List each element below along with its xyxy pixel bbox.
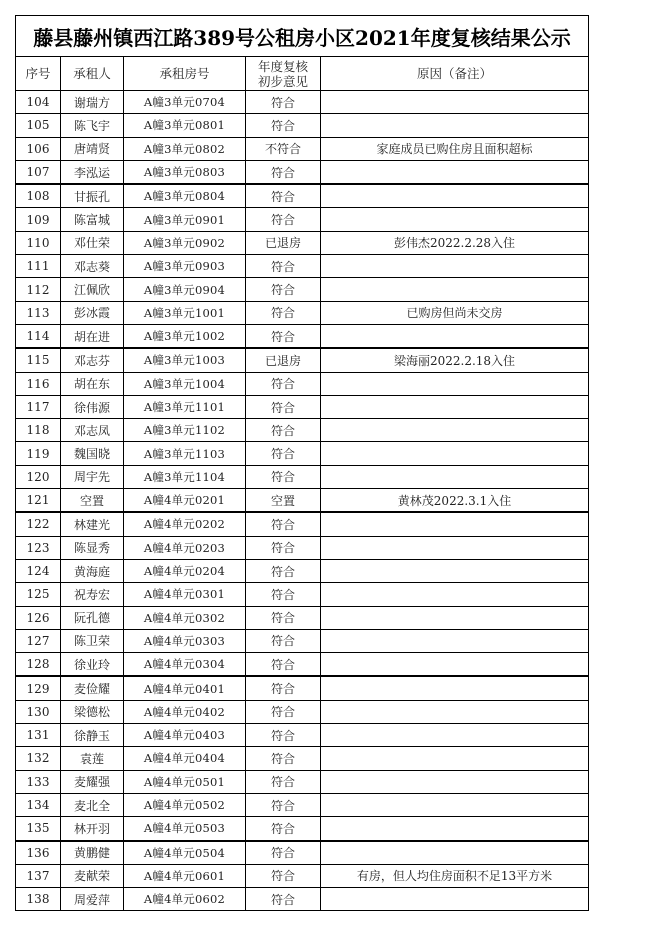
tenant-cell: 谢瑞方: [61, 91, 124, 114]
tenant-cell: 祝寿宏: [61, 583, 124, 606]
reason-cell: 家庭成员已购住房且面积超标: [321, 137, 589, 160]
room-cell: A幢3单元1103: [124, 442, 246, 465]
table-row: [16, 841, 589, 865]
opinion-cell: 符合: [246, 864, 321, 887]
seq-cell: 118: [16, 419, 61, 442]
reason-cell: [321, 700, 589, 723]
table-row: [16, 231, 589, 254]
room-cell: A幢3单元0903: [124, 255, 246, 278]
reason-cell: [321, 372, 589, 395]
opinion-cell: 符合: [246, 208, 321, 231]
header-tenant: 承租人: [61, 57, 124, 91]
room-cell: A幢4单元0203: [124, 536, 246, 559]
room-cell: A幢4单元0602: [124, 888, 246, 911]
table-row: [16, 770, 589, 793]
room-cell: A幢3单元1101: [124, 395, 246, 418]
seq-cell: 120: [16, 465, 61, 488]
room-cell: A幢4单元0204: [124, 559, 246, 582]
reason-cell: [321, 817, 589, 841]
table-row: [16, 793, 589, 816]
reason-cell: [321, 653, 589, 677]
room-cell: A幢4单元0302: [124, 606, 246, 629]
tenant-cell: 黄鹏健: [61, 841, 124, 865]
opinion-cell: 符合: [246, 184, 321, 208]
room-cell: A幢3单元1104: [124, 465, 246, 488]
seq-cell: 129: [16, 676, 61, 700]
table-row: [16, 653, 589, 677]
opinion-cell: 符合: [246, 700, 321, 723]
table-row: [16, 395, 589, 418]
opinion-cell: 符合: [246, 747, 321, 770]
reason-cell: [321, 465, 589, 488]
header-opinion: [246, 57, 321, 91]
tenant-cell: 魏国晓: [61, 442, 124, 465]
opinion-cell: 符合: [246, 793, 321, 816]
seq-cell: 137: [16, 864, 61, 887]
table-row: [16, 160, 589, 184]
opinion-cell: 符合: [246, 512, 321, 536]
reason-cell: [321, 395, 589, 418]
opinion-cell: 符合: [246, 278, 321, 301]
seq-cell: 138: [16, 888, 61, 911]
reason-cell: [321, 208, 589, 231]
reason-cell: [321, 324, 589, 348]
room-cell: A幢4单元0403: [124, 724, 246, 747]
opinion-cell: 符合: [246, 372, 321, 395]
seq-cell: 110: [16, 231, 61, 254]
table-row: [16, 747, 589, 770]
reason-cell: [321, 606, 589, 629]
table-row: [16, 465, 589, 488]
room-cell: A幢3单元1002: [124, 324, 246, 348]
reason-cell: [321, 91, 589, 114]
tenant-cell: 邓仕荣: [61, 231, 124, 254]
tenant-cell: 梁德松: [61, 700, 124, 723]
room-cell: A幢3单元1003: [124, 348, 246, 372]
tenant-cell: 邓志芬: [61, 348, 124, 372]
tenant-cell: 胡在进: [61, 324, 124, 348]
reason-cell: 有房，但人均住房面积不足13平方米: [321, 864, 589, 887]
tenant-cell: 陈卫荣: [61, 629, 124, 652]
tenant-cell: 徐静玉: [61, 724, 124, 747]
opinion-cell: 已退房: [246, 348, 321, 372]
room-cell: A幢4单元0301: [124, 583, 246, 606]
opinion-cell: 符合: [246, 770, 321, 793]
reason-cell: [321, 724, 589, 747]
review-results-table: [15, 15, 589, 911]
seq-cell: 114: [16, 324, 61, 348]
room-cell: A幢4单元0601: [124, 864, 246, 887]
opinion-cell: 符合: [246, 255, 321, 278]
seq-cell: 127: [16, 629, 61, 652]
room-cell: A幢4单元0401: [124, 676, 246, 700]
room-cell: A幢3单元0704: [124, 91, 246, 114]
seq-cell: 117: [16, 395, 61, 418]
table-row: [16, 583, 589, 606]
tenant-cell: 胡在东: [61, 372, 124, 395]
room-cell: A幢4单元0303: [124, 629, 246, 652]
seq-cell: 115: [16, 348, 61, 372]
opinion-cell: 符合: [246, 442, 321, 465]
tenant-cell: 黄海庭: [61, 559, 124, 582]
table-row: [16, 208, 589, 231]
seq-cell: 109: [16, 208, 61, 231]
table-row: [16, 348, 589, 372]
opinion-cell: 符合: [246, 160, 321, 184]
header-reason: 原因（备注）: [321, 57, 589, 91]
reason-cell: [321, 793, 589, 816]
seq-cell: 104: [16, 91, 61, 114]
seq-cell: 106: [16, 137, 61, 160]
title-row: [16, 16, 589, 57]
tenant-cell: 麦献荣: [61, 864, 124, 887]
table-row: [16, 629, 589, 652]
header-opinion-line1: 年度复核: [257, 58, 308, 74]
reason-cell: [321, 184, 589, 208]
tenant-cell: 徐伟源: [61, 395, 124, 418]
reason-cell: [321, 114, 589, 137]
opinion-cell: 符合: [246, 324, 321, 348]
seq-cell: 128: [16, 653, 61, 677]
table-row: [16, 700, 589, 723]
opinion-cell: 符合: [246, 559, 321, 582]
seq-cell: 107: [16, 160, 61, 184]
tenant-cell: 林建光: [61, 512, 124, 536]
opinion-cell: 符合: [246, 114, 321, 137]
room-cell: A幢4单元0504: [124, 841, 246, 865]
seq-cell: 119: [16, 442, 61, 465]
table-row: [16, 512, 589, 536]
table-row: [16, 278, 589, 301]
seq-cell: 116: [16, 372, 61, 395]
opinion-cell: 符合: [246, 583, 321, 606]
tenant-cell: 唐靖贤: [61, 137, 124, 160]
tenant-cell: 彭冰霞: [61, 301, 124, 324]
room-cell: A幢3单元0801: [124, 114, 246, 137]
opinion-cell: 符合: [246, 465, 321, 488]
opinion-cell: 符合: [246, 395, 321, 418]
reason-cell: 已购房但尚未交房: [321, 301, 589, 324]
opinion-cell: 符合: [246, 653, 321, 677]
room-cell: A幢4单元0402: [124, 700, 246, 723]
table-row: [16, 301, 589, 324]
room-cell: A幢4单元0404: [124, 747, 246, 770]
tenant-cell: 陈富城: [61, 208, 124, 231]
room-cell: A幢3单元1004: [124, 372, 246, 395]
tenant-cell: 空置: [61, 489, 124, 513]
seq-cell: 135: [16, 817, 61, 841]
room-cell: A幢3单元0804: [124, 184, 246, 208]
tenant-cell: 江佩欣: [61, 278, 124, 301]
room-cell: A幢4单元0501: [124, 770, 246, 793]
opinion-cell: 已退房: [246, 231, 321, 254]
table-row: [16, 91, 589, 114]
reason-cell: [321, 583, 589, 606]
tenant-cell: 邓志葵: [61, 255, 124, 278]
tenant-cell: 邓志凤: [61, 419, 124, 442]
header-seq: 序号: [16, 57, 61, 91]
page-title: 藤县藤州镇西江路389号公租房小区2021年度复核结果公示: [16, 16, 589, 57]
seq-cell: 130: [16, 700, 61, 723]
tenant-cell: 周宇先: [61, 465, 124, 488]
opinion-cell: 符合: [246, 888, 321, 911]
reason-cell: 彭伟杰2022.2.28入住: [321, 231, 589, 254]
seq-cell: 136: [16, 841, 61, 865]
table-row: [16, 888, 589, 911]
table-row: [16, 724, 589, 747]
reason-cell: [321, 160, 589, 184]
room-cell: A幢3单元0901: [124, 208, 246, 231]
opinion-cell: 符合: [246, 419, 321, 442]
seq-cell: 113: [16, 301, 61, 324]
tenant-cell: 林开羽: [61, 817, 124, 841]
room-cell: A幢3单元0902: [124, 231, 246, 254]
reason-cell: 黄林茂2022.3.1入住: [321, 489, 589, 513]
seq-cell: 105: [16, 114, 61, 137]
table-row: [16, 606, 589, 629]
reason-cell: [321, 559, 589, 582]
reason-cell: [321, 442, 589, 465]
seq-cell: 125: [16, 583, 61, 606]
room-cell: A幢3单元0904: [124, 278, 246, 301]
tenant-cell: 袁莲: [61, 747, 124, 770]
seq-cell: 108: [16, 184, 61, 208]
opinion-cell: 符合: [246, 536, 321, 559]
table-row: [16, 489, 589, 513]
room-cell: A幢4单元0304: [124, 653, 246, 677]
room-cell: A幢4单元0502: [124, 793, 246, 816]
tenant-cell: 徐业玲: [61, 653, 124, 677]
table-row: [16, 559, 589, 582]
reason-cell: [321, 255, 589, 278]
table-row: [16, 676, 589, 700]
reason-cell: [321, 841, 589, 865]
seq-cell: 123: [16, 536, 61, 559]
room-cell: A幢4单元0202: [124, 512, 246, 536]
table-row: [16, 864, 589, 887]
opinion-cell: 符合: [246, 606, 321, 629]
reason-cell: [321, 629, 589, 652]
opinion-cell: 符合: [246, 301, 321, 324]
seq-cell: 111: [16, 255, 61, 278]
opinion-cell: 符合: [246, 817, 321, 841]
reason-cell: [321, 419, 589, 442]
room-cell: A幢3单元1102: [124, 419, 246, 442]
seq-cell: 124: [16, 559, 61, 582]
reason-cell: 梁海丽2022.2.18入住: [321, 348, 589, 372]
table-row: [16, 184, 589, 208]
seq-cell: 131: [16, 724, 61, 747]
reason-cell: [321, 676, 589, 700]
tenant-cell: 甘振孔: [61, 184, 124, 208]
table-body: [16, 91, 589, 911]
reason-cell: [321, 512, 589, 536]
tenant-cell: 李泓运: [61, 160, 124, 184]
tenant-cell: 周爱萍: [61, 888, 124, 911]
room-cell: A幢4单元0201: [124, 489, 246, 513]
opinion-cell: 符合: [246, 629, 321, 652]
reason-cell: [321, 747, 589, 770]
room-cell: A幢3单元0802: [124, 137, 246, 160]
seq-cell: 122: [16, 512, 61, 536]
table-row: [16, 536, 589, 559]
opinion-cell: 符合: [246, 91, 321, 114]
tenant-cell: 麦北全: [61, 793, 124, 816]
room-cell: A幢3单元0803: [124, 160, 246, 184]
seq-cell: 132: [16, 747, 61, 770]
tenant-cell: 陈显秀: [61, 536, 124, 559]
table-row: [16, 419, 589, 442]
tenant-cell: 阮孔德: [61, 606, 124, 629]
tenant-cell: 麦俭耀: [61, 676, 124, 700]
header-row: [16, 57, 589, 91]
table-row: [16, 324, 589, 348]
opinion-cell: 不符合: [246, 137, 321, 160]
header-room: 承租房号: [124, 57, 246, 91]
tenant-cell: 陈飞宇: [61, 114, 124, 137]
table-row: [16, 137, 589, 160]
reason-cell: [321, 888, 589, 911]
seq-cell: 133: [16, 770, 61, 793]
seq-cell: 134: [16, 793, 61, 816]
table-row: [16, 372, 589, 395]
seq-cell: 121: [16, 489, 61, 513]
table-row: [16, 114, 589, 137]
opinion-cell: 符合: [246, 676, 321, 700]
tenant-cell: 麦耀强: [61, 770, 124, 793]
table-row: [16, 255, 589, 278]
reason-cell: [321, 278, 589, 301]
header-opinion-line2: 初步意见: [257, 73, 308, 89]
opinion-cell: 符合: [246, 841, 321, 865]
table-row: [16, 817, 589, 841]
reason-cell: [321, 536, 589, 559]
table-row: [16, 442, 589, 465]
seq-cell: 126: [16, 606, 61, 629]
reason-cell: [321, 770, 589, 793]
room-cell: A幢3单元1001: [124, 301, 246, 324]
seq-cell: 112: [16, 278, 61, 301]
room-cell: A幢4单元0503: [124, 817, 246, 841]
opinion-cell: 空置: [246, 489, 321, 513]
opinion-cell: 符合: [246, 724, 321, 747]
